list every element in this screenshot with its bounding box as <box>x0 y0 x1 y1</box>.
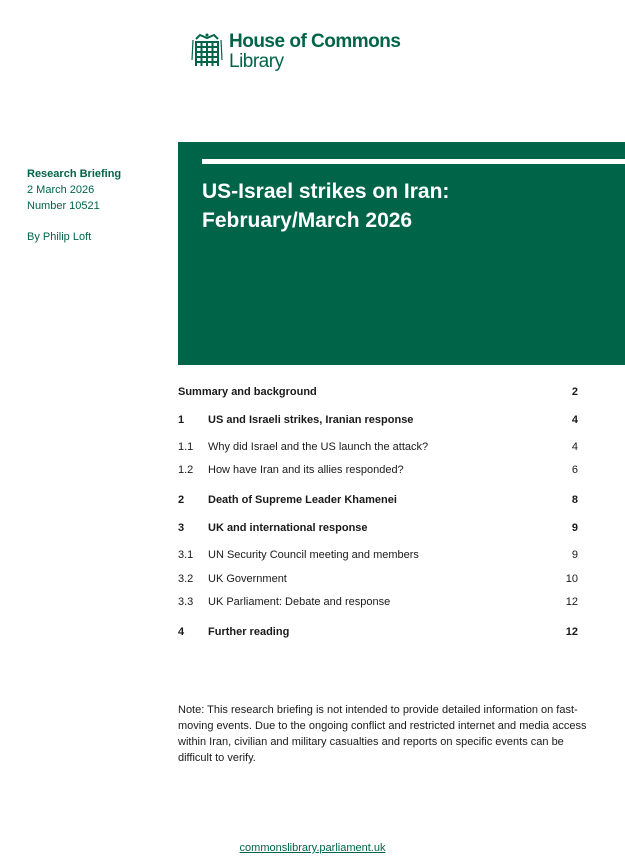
title-line-1: US-Israel strikes on Iran: <box>202 180 450 203</box>
banner-rule <box>202 159 625 164</box>
briefing-date: 2 March 2026 <box>27 184 95 196</box>
toc-title: Why did Israel and the US launch the attack? <box>208 441 429 453</box>
briefing-meta <box>27 166 121 245</box>
toc-page: 12 <box>565 626 578 638</box>
toc-page: 10 <box>565 573 578 585</box>
toc-page: 2 <box>571 386 578 398</box>
toc-entry-3-3[interactable] <box>178 592 578 612</box>
toc-entry-3[interactable] <box>178 518 578 538</box>
toc-title: UK and international response <box>208 522 368 534</box>
toc-title: Summary and background <box>178 386 317 398</box>
logo-line-2: Library <box>229 51 284 72</box>
portcullis-icon <box>191 32 223 70</box>
logo-text <box>229 32 400 72</box>
toc-number: 1.1 <box>178 441 194 453</box>
toc-entry-4[interactable] <box>178 622 578 642</box>
toc-title: UK Government <box>208 573 287 585</box>
toc-page: 9 <box>571 549 578 561</box>
title-line-2: February/March 2026 <box>202 209 413 232</box>
toc-page: 8 <box>571 494 578 506</box>
toc-entry-3-1[interactable] <box>178 545 578 565</box>
toc-entry-2[interactable] <box>178 490 578 510</box>
toc-page: 12 <box>565 596 578 608</box>
toc-title: UK Parliament: Debate and response <box>208 596 391 608</box>
toc-title: Death of Supreme Leader Khamenei <box>208 494 397 506</box>
footer-website-link[interactable]: commonslibrary.parliament.uk <box>239 842 386 854</box>
title-banner <box>178 142 625 365</box>
toc-page: 9 <box>571 522 578 534</box>
toc-entry-summary[interactable] <box>178 382 578 402</box>
toc-entry-3-2[interactable] <box>178 569 578 589</box>
briefing-author: By Philip Loft <box>27 231 92 243</box>
toc-number: 3.3 <box>178 596 194 608</box>
toc-entry-1-1[interactable] <box>178 437 578 457</box>
toc-number: 4 <box>178 626 185 638</box>
toc-number: 2 <box>178 494 185 506</box>
toc-number: 1.2 <box>178 464 194 476</box>
toc-page: 4 <box>571 441 578 453</box>
toc-title: UN Security Council meeting and members <box>208 549 419 561</box>
toc-title: How have Iran and its allies responded? <box>208 464 404 476</box>
briefing-number: Number 10521 <box>27 200 100 212</box>
toc-title: US and Israeli strikes, Iranian response <box>208 414 414 426</box>
library-logo <box>191 32 400 72</box>
toc-number: 3 <box>178 522 185 534</box>
briefing-type: Research Briefing <box>27 168 122 180</box>
logo-line-1: House of Commons <box>229 31 401 52</box>
page-title <box>202 177 602 235</box>
disclaimer-note: Note: This research briefing is not intended to provide detailed information on fast-moving events. Due to the ongoing conflict and restricted internet and media access within Iran, civilian and military casualties and reports on specific events can be difficult to verify. <box>178 704 587 764</box>
toc-page: 4 <box>571 414 578 426</box>
toc-number: 3.2 <box>178 573 194 585</box>
toc-number: 1 <box>178 414 185 426</box>
toc-number: 3.1 <box>178 549 194 561</box>
toc-entry-1[interactable] <box>178 410 578 430</box>
toc-entry-1-2[interactable] <box>178 460 578 480</box>
toc-page: 6 <box>571 464 578 476</box>
toc-title: Further reading <box>208 626 290 638</box>
